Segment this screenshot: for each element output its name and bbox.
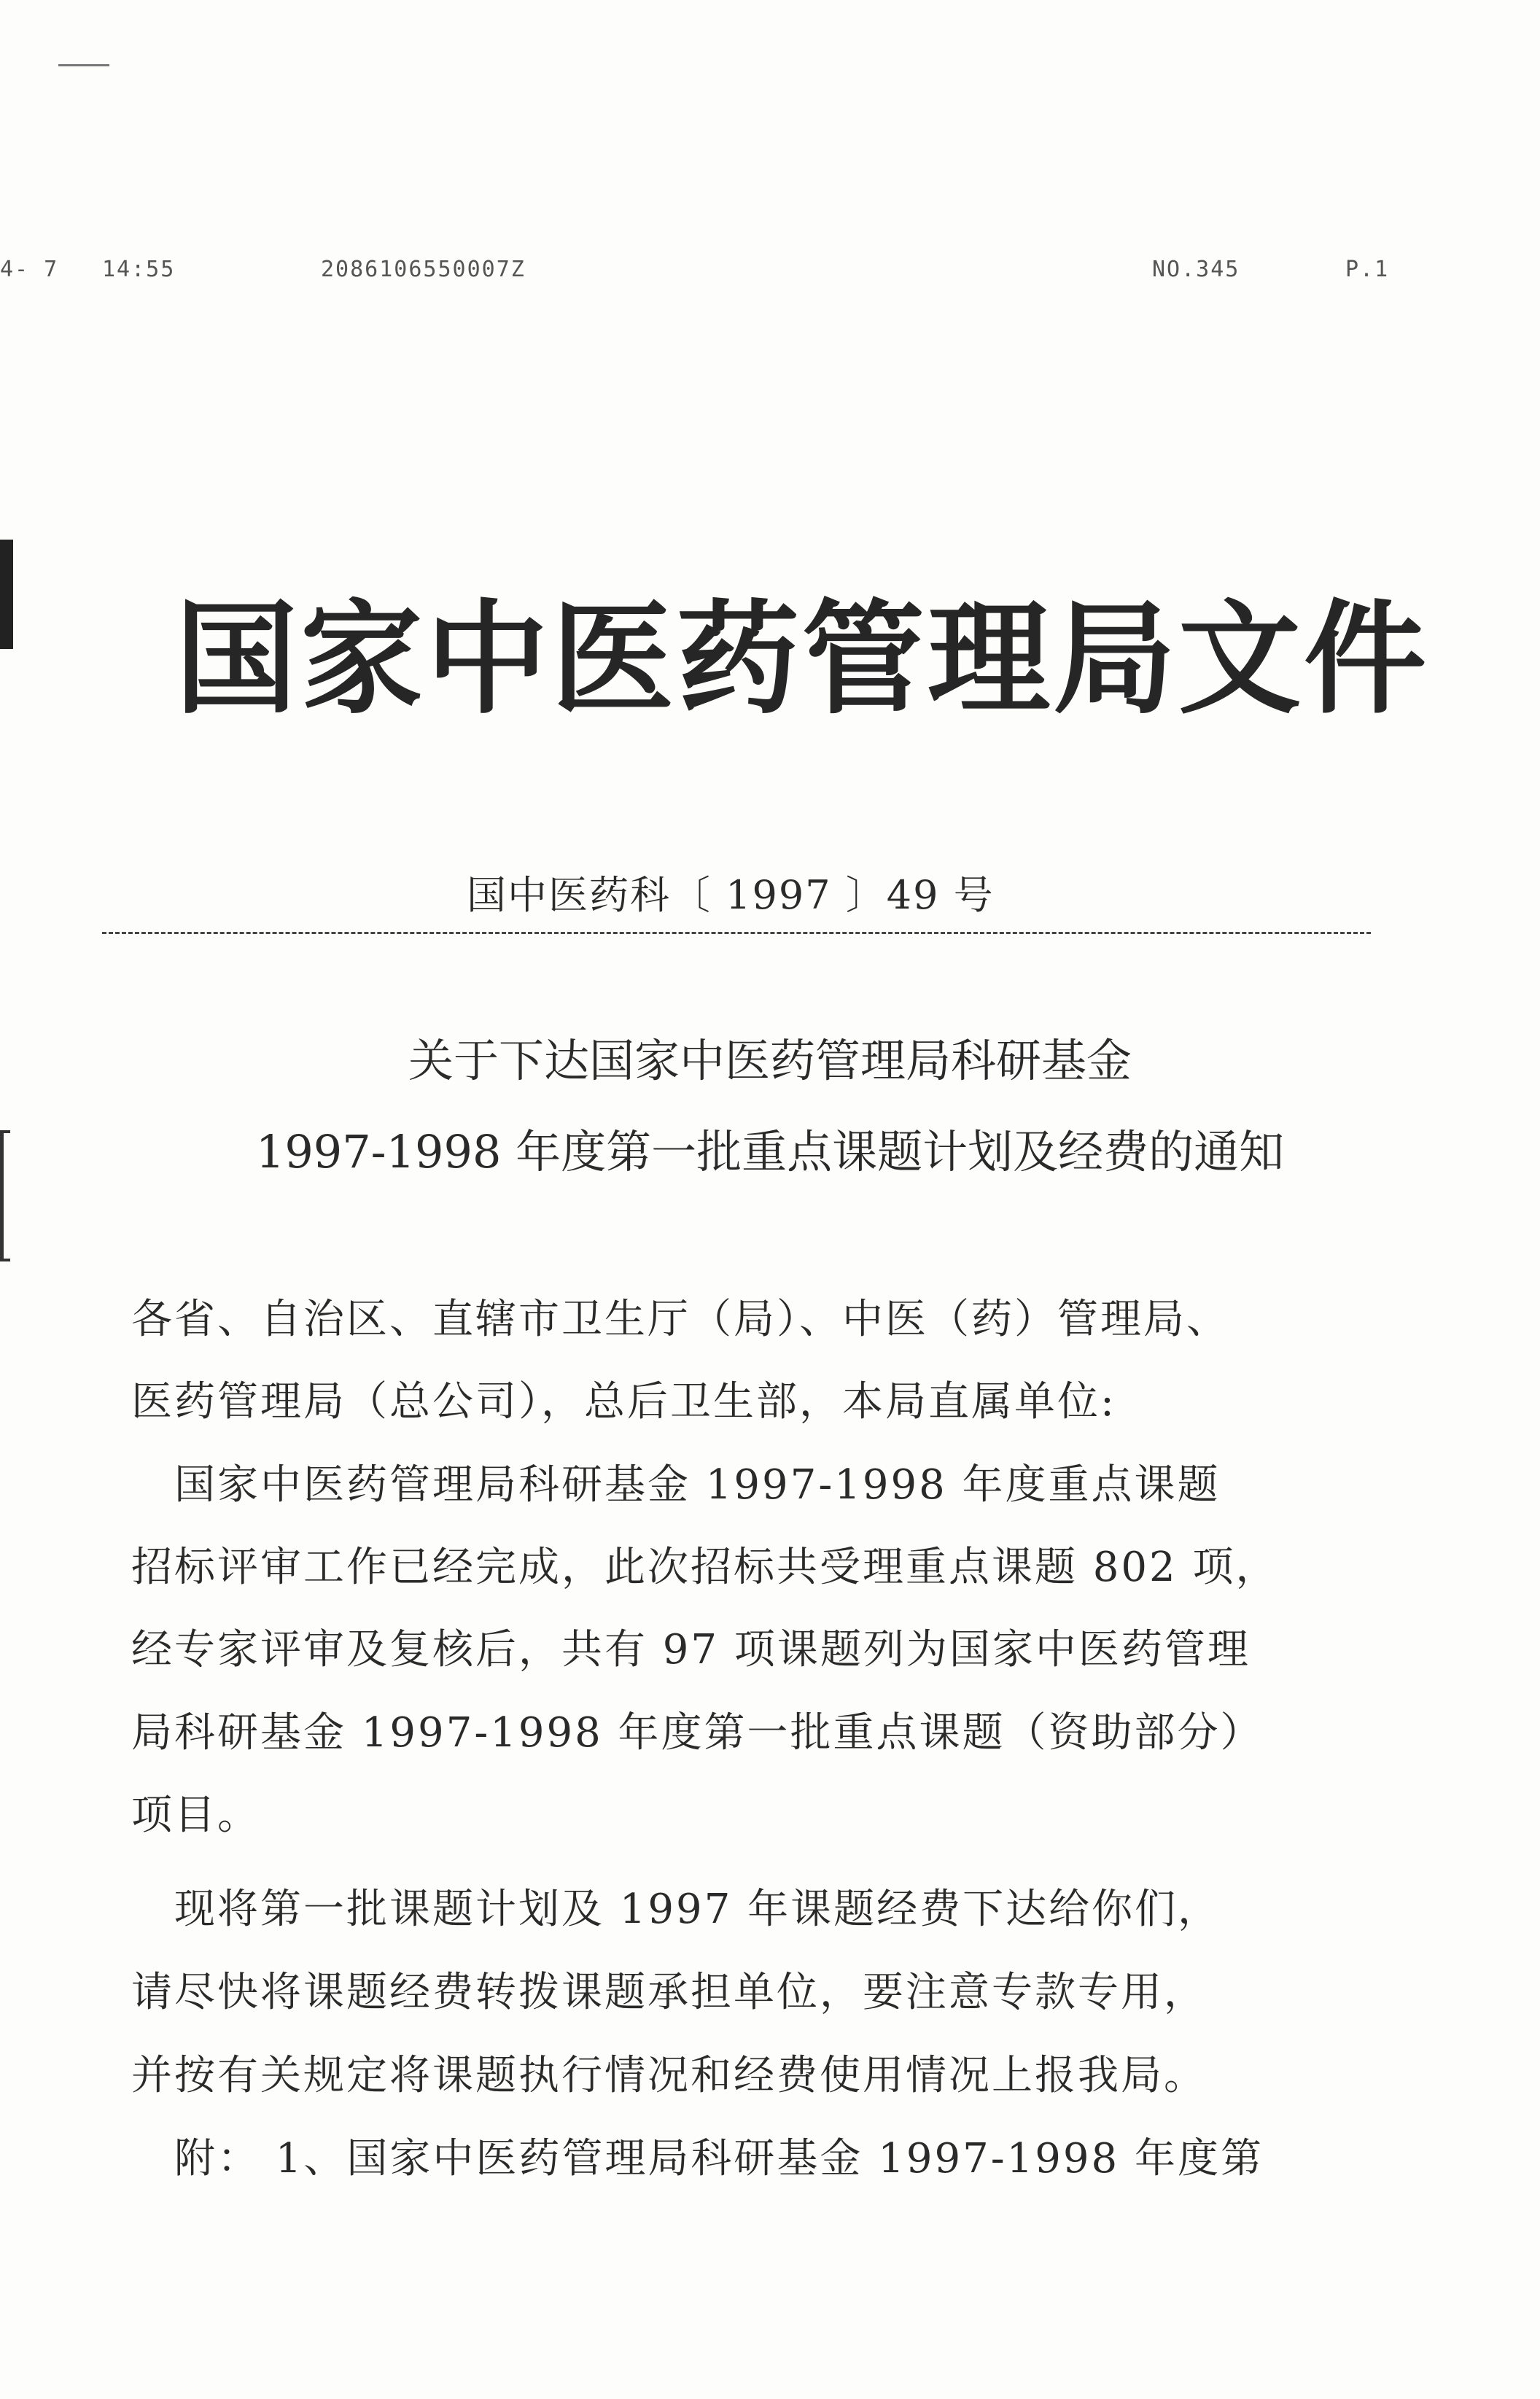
body-line: 现将第一批课题计划及 1997 年课题经费下达给你们，	[131, 1886, 1221, 1933]
body-line: 附： 1、国家中医药管理局科研基金 1997-1998 年度第	[131, 2135, 1264, 2182]
scan-artifact-dash	[58, 64, 109, 66]
fax-header	[0, 257, 1540, 286]
fax-no: NO.345	[1152, 257, 1240, 282]
body-line: 请尽快将课题经费转拨课题承担单位，要注意专款专用，	[131, 1969, 1207, 2016]
document-title: 国家中医药管理局文件	[175, 586, 1429, 731]
body-line: 局科研基金 1997-1998 年度第一批重点课题（资助部分）	[131, 1709, 1264, 1757]
body-line: 并按有关规定将课题执行情况和经费使用情况上报我局。	[131, 2052, 1207, 2099]
fax-date: 4- 7	[0, 257, 59, 282]
body-line: 经专家评审及复核后，共有 97 项课题列为国家中医药管理	[131, 1626, 1251, 1673]
fax-time: 14:55	[102, 257, 176, 282]
fax-page: P.1	[1345, 257, 1390, 282]
scan-edge-mark	[0, 540, 13, 649]
body-line: 医药管理局（总公司），总后卫生部，本局直属单位:	[131, 1378, 1116, 1426]
header-divider	[102, 932, 1371, 934]
body-line: 招标评审工作已经完成，此次招标共受理重点课题 802 项，	[131, 1544, 1279, 1591]
document-number: 国中医药科〔 1997 〕49 号	[467, 872, 995, 918]
body-line: 各省、自治区、直辖市卫生厅（局）、中医（药）管理局、	[131, 1296, 1229, 1343]
notice-title-line-2: 1997-1998 年度第一批重点课题计划及经费的通知	[255, 1125, 1285, 1178]
body-line: 项目。	[131, 1792, 260, 1839]
body-line: 国家中医药管理局科研基金 1997-1998 年度重点课题	[131, 1461, 1221, 1509]
fax-number: 2086106550007Z	[321, 257, 526, 282]
notice-title-line-1: 关于下达国家中医药管理局科研基金	[408, 1034, 1132, 1087]
